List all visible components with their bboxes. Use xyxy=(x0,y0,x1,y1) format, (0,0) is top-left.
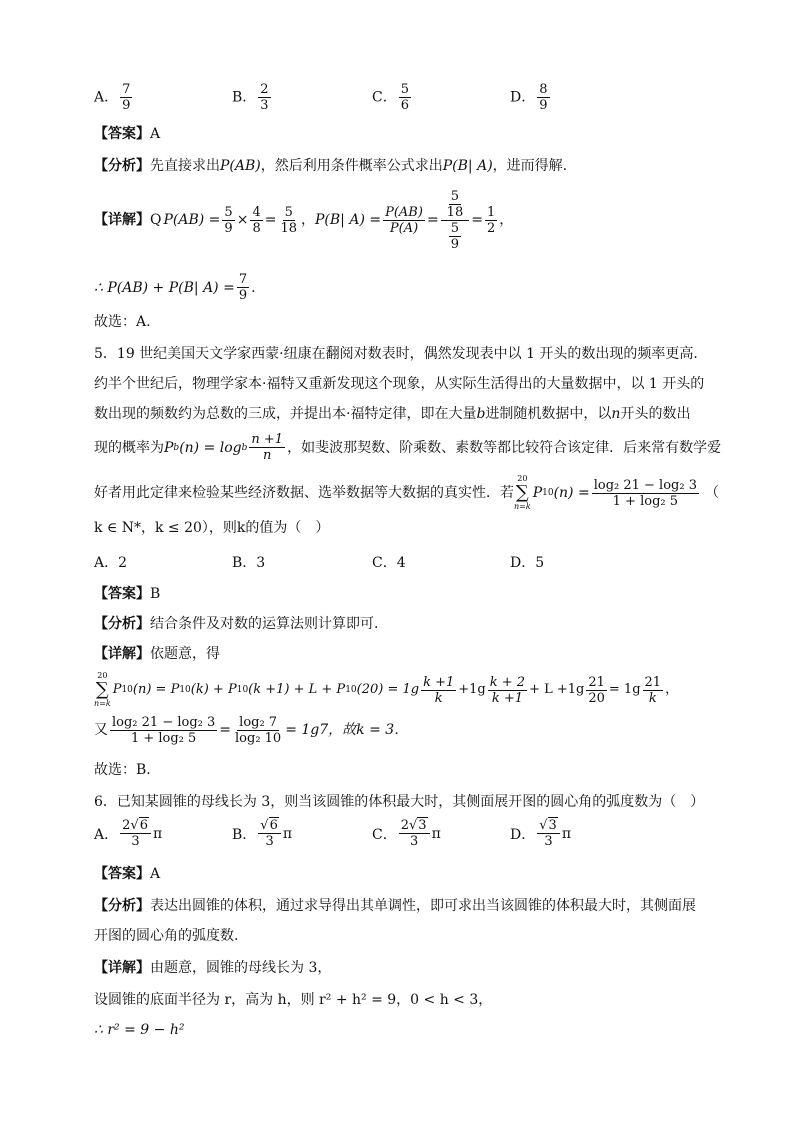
q5-answer: 【答案】B xyxy=(94,586,161,602)
q4-choose: 故选：A. xyxy=(94,314,151,330)
q6-analysis: 【分析】表达出圆锥的体积，通过求导得出其单调性，即可求出当该圆锥的体积最大时，其侧面展 xyxy=(94,898,696,914)
q6-set-line: 设圆锥的底面半径为 r，高为 h，则 r² + h² = 9，0 < h < 3， xyxy=(94,992,493,1008)
q6-answer: 【答案】A xyxy=(94,866,161,882)
q4-answer: 【答案】A xyxy=(94,126,161,142)
q5-option-a: A．2 xyxy=(94,555,128,571)
q4-analysis: 【分析】先直接求出P(AB)，然后利用条件概率公式求出P(B| A)，进而得解. xyxy=(94,158,568,174)
q5-analysis: 【分析】结合条件及对数的运算法则计算即可. xyxy=(94,616,379,632)
q5-choose: 故选：B． xyxy=(94,762,161,778)
q4-option-b: B． $\frac{2}{3}$ xyxy=(232,82,269,113)
q5-text-line2: 约半个世纪后，物理学家本·福特又重新发现这个现象，从实际生活得出的大量数据中，以 1 开头的 xyxy=(94,376,705,392)
q5-again-equation: 又 $\frac{\text{log₂ 21 − log₂ 3}}{\text{1 + log₂ 5}}$ = $\frac{\text{log₂ 7}}{\text{log₂ 10}}$ = 1g7，故k = 3． xyxy=(94,714,409,746)
q5-detail: 【详解】依题意，得 xyxy=(94,646,220,662)
q5-text-line6: k ∈ N*，k ≤ 20），则k的值为（ ） xyxy=(94,520,330,536)
q4-option-c: C． $\frac{5}{6}$ xyxy=(372,82,409,113)
q6-last-line: ∴ r² = 9 − h² xyxy=(94,1022,185,1038)
q5-text-line3: 数出现的频数约为总数的三成，并提出本·福特定律，即在大量b进制随机数据中，以n开头的数出 xyxy=(94,406,691,422)
q6-question: 6．已知某圆锥的母线长为 3，则当该圆锥的体积最大时，其侧面展开图的圆心角的弧度数为（ ） xyxy=(94,794,705,810)
q5-text-line1: 5．19 世纪美国天文学家西蒙·纽康在翻阅对数表时，偶然发现表中以 1 开头的数出现的频率更高． xyxy=(94,346,708,362)
q5-option-d: D．5 xyxy=(510,555,545,571)
q6-option-b: B． $\frac{√6}{3}$ π xyxy=(232,818,293,849)
q4-option-d: D． $\frac{8}{9}$ xyxy=(510,82,548,113)
q5-text-line4: 现的概率为 P b (n) = log b $\frac{n +1}{n}$ ，如斐波那契数、阶乘数、素数等都比较符合该定律．后来常有数学爱 xyxy=(94,432,722,463)
q4-detail: 【详解】 Q P(AB) = $\frac{5}{9}$ × $\frac{4}{8}$ = $\frac{5}{18}$ ， P(B| A) = $\frac{P(AB)}{P(A)}$ = $\frac{\frac{5}{18}}{\frac{5}{9}}$ = $\frac{1}{2}$ ， xyxy=(94,188,514,252)
q6-option-c: C． $\frac{2√3}{3}$ π xyxy=(372,818,441,849)
q5-option-c: C．4 xyxy=(372,555,406,571)
q6-option-a: A． $\frac{2√6}{3}$ π xyxy=(94,818,163,849)
q5-option-b: B．3 xyxy=(232,555,266,571)
q4-option-a: A． $\frac{7}{9}$ xyxy=(94,82,131,113)
q6-option-d: D． $\frac{√3}{3}$ π xyxy=(510,818,572,849)
q4-therefore: ∴ P(AB) + P(B| A) = $\frac{7}{9}$ . xyxy=(94,272,256,303)
q6-analysis-line2: 开图的圆心角的弧度数. xyxy=(94,928,239,944)
q6-detail: 【详解】由题意，圆锥的母线长为 3， xyxy=(94,960,332,976)
q5-sum-equation: 20 ∑ n=k P 10 (n) = P 10 (k) + P 10 (k +1) + L + P 10 (20) = 1g $\frac{k +1}{k}$ +1g $\frac{k + 2}{k +1}$ + L +1g $\frac{21}{20}$ = 1g $\frac{21}{k}$ ， xyxy=(94,671,679,708)
q5-text-line5: 好者用此定律来检验某些经济数据、选举数据等大数据的真实性．若 20 ∑ n=k P 10 (n) = $\frac{\text{log₂ 21 − log₂ 3}}{\text{1 + log₂ 5}}$ （ xyxy=(94,474,719,511)
